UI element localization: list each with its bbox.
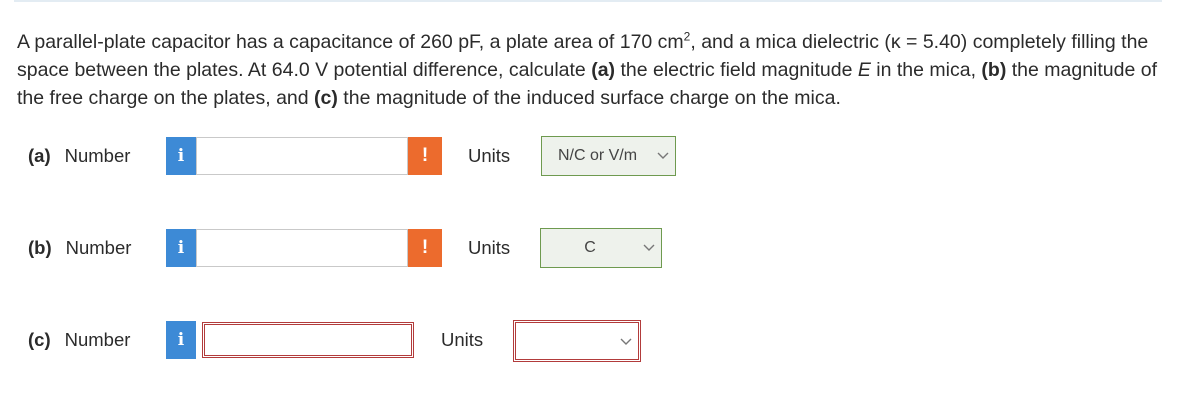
number-label: Number: [64, 329, 131, 350]
question-text-segment: the magnitude of the induced surface charge on the mica.: [337, 87, 841, 109]
number-input-b[interactable]: [196, 229, 408, 267]
number-label: Number: [64, 145, 131, 166]
number-input-c[interactable]: [202, 322, 414, 358]
exclamation-icon[interactable]: !: [408, 137, 442, 175]
number-label: Number: [65, 237, 132, 258]
units-select-a[interactable]: [541, 136, 676, 176]
units-select-b[interactable]: [540, 228, 662, 268]
question-text-segment: A parallel-plate capacitor has a capacitance of 260 pF, a plate area of 170 cm: [17, 31, 684, 53]
part-c-marker: (c): [314, 87, 338, 109]
chevron-down-icon: [657, 149, 669, 163]
answer-row-b: [0, 228, 1200, 270]
row-b-label: [28, 237, 131, 259]
answer-row-c: [0, 320, 1200, 362]
units-label: Units: [468, 237, 511, 258]
question-text-segment: in the mica,: [870, 59, 982, 81]
chevron-down-icon: [620, 335, 632, 349]
info-icon[interactable]: i: [166, 137, 196, 175]
question-text: [17, 28, 1177, 112]
info-icon[interactable]: i: [166, 321, 196, 359]
units-label: Units: [468, 145, 511, 166]
superscript-2: 2: [683, 29, 691, 44]
answer-row-a: [0, 136, 1200, 178]
info-icon[interactable]: i: [166, 229, 196, 267]
row-c-label: [28, 329, 130, 351]
variable-e: E: [857, 59, 871, 81]
units-selected-value: N/C or V/m: [557, 147, 638, 164]
part-a-marker: (a): [591, 59, 616, 81]
units-label: Units: [441, 329, 484, 350]
units-selected-value: [516, 323, 616, 361]
part-b-label: (b): [28, 237, 52, 258]
chevron-down-icon: [643, 241, 655, 255]
exclamation-icon[interactable]: !: [408, 229, 442, 267]
row-a-label: [28, 145, 130, 167]
units-selected-value: C: [584, 239, 596, 256]
question-text-segment: the electric field magnitude: [615, 59, 858, 81]
part-c-label: (c): [28, 329, 51, 350]
number-input-a[interactable]: [196, 137, 408, 175]
question-text-segment: , and a mica dielectric (κ = 5.40) completely filling the space between the plates. At 64.0 V potential difference, calculate: [17, 31, 1149, 81]
units-select-c[interactable]: [513, 320, 641, 362]
part-a-label: (a): [28, 145, 51, 166]
question-text-segment: the magnitude of the free charge on the plates, and: [17, 59, 1158, 109]
part-b-marker: (b): [981, 59, 1007, 81]
top-divider: [14, 0, 1162, 2]
